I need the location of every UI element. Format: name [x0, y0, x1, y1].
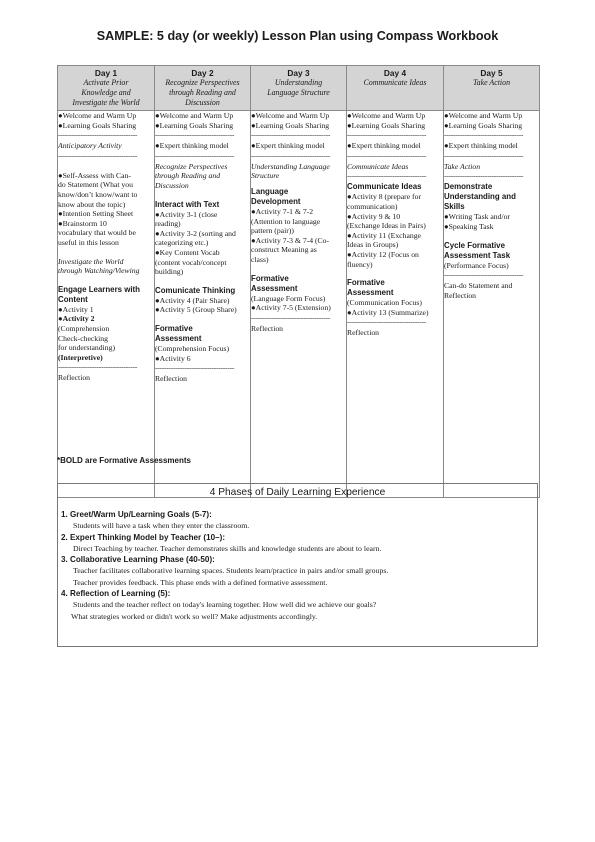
day-name: Day 2 — [191, 68, 214, 78]
content-line: ●Activity 3-2 (sorting and — [155, 228, 236, 238]
day-content-cell — [251, 111, 347, 498]
content-line: Reflection — [347, 328, 380, 338]
day-subtitle-line: Take Action — [472, 78, 511, 87]
section-heading: Interact with Text — [155, 199, 220, 209]
day-subtitle-line: Communicate Ideas — [363, 78, 427, 87]
content-line: ●Activity 11 (Exchange — [347, 230, 421, 240]
formative-item: ●Activity 2 — [58, 314, 95, 324]
spacer — [155, 191, 250, 200]
content-line: ●Expert thinking model — [155, 141, 229, 151]
phases-title: 4 Phases of Daily Learning Experience — [209, 487, 386, 498]
divider: ----------------------------------- — [347, 151, 427, 160]
divider: ----------------------------------- — [444, 131, 524, 140]
day-name: Day 4 — [383, 68, 407, 78]
phase-heading: 3. Collaborative Learning Phase (40-50): — [61, 555, 215, 564]
divider: ----------------------------------- — [251, 313, 331, 322]
divider: ----------------------------------- — [155, 151, 235, 160]
day-content-row — [58, 111, 540, 498]
divider: ----------------------------------- — [58, 151, 138, 160]
divider: ----------------------------------- — [347, 172, 427, 181]
day-subtitle-line: Activate Prior — [83, 78, 129, 87]
day-name: Day 1 — [94, 68, 118, 78]
section-heading: Formative — [155, 323, 193, 333]
section-heading: Formative — [347, 278, 385, 288]
day-header — [251, 66, 347, 111]
spacer — [155, 315, 250, 324]
content-line: fluency) — [347, 259, 373, 269]
phase-text: Teacher facilitates collaborative learning spaces. Students learn/practice in pairs and/or small groups. — [73, 566, 389, 575]
content-line: ●Welcome and Warm Up — [444, 111, 523, 120]
day-header — [347, 66, 444, 111]
content-line: ●Learning Goals Sharing — [251, 120, 330, 130]
day-header — [58, 66, 155, 111]
content-line: Can-do Statement and — [444, 281, 513, 291]
day-name: Day 3 — [287, 68, 310, 78]
phase-text: What strategies worked or didn't work so well? Make adjustments accordingly. — [71, 611, 318, 621]
day-subtitle-line: Language Structure — [267, 88, 330, 97]
section-label: through Reading and — [155, 171, 221, 181]
divider: ----------------------------------- — [347, 318, 427, 327]
content-line: ●Welcome and Warm Up — [347, 111, 426, 120]
divider: ----------------------------------- — [444, 151, 524, 160]
content-line: (Language Form Focus) — [251, 293, 326, 303]
section-heading: Assessment — [155, 333, 202, 343]
content-line: know/don’t know/want to — [58, 189, 138, 199]
section-heading: Assessment Task — [444, 250, 511, 260]
section-label: Investigate the World — [58, 256, 124, 266]
section-heading: Understanding and — [444, 192, 516, 202]
content-line: Reflection — [58, 373, 91, 383]
content-line: ●Activity 13 (Summarize) — [347, 307, 429, 317]
content-line: pattern (pair)) — [251, 226, 294, 236]
content-line: Check-checking — [58, 333, 108, 343]
content-line: reading) — [155, 219, 181, 229]
day-subtitle-line: through Reading and — [169, 88, 236, 97]
day-subtitle — [58, 78, 154, 108]
content-line: vocabulary that would be — [58, 228, 136, 238]
day-subtitle — [251, 78, 346, 98]
content-line: class) — [251, 254, 269, 264]
day-subtitle — [347, 78, 443, 88]
content-line: for understanding) — [58, 343, 115, 353]
section-heading: Demonstrate — [444, 182, 493, 192]
content-line: ●Welcome and Warm Up — [58, 111, 137, 120]
content-line: ●Learning Goals Sharing — [58, 120, 137, 130]
content-line: (content vocab/concept — [155, 257, 227, 267]
bold-note: *BOLD are Formative Assessments — [57, 456, 191, 465]
section-heading: Language — [251, 186, 289, 196]
content-line: (Comprehension — [58, 323, 110, 333]
section-label: Understanding Language — [251, 161, 330, 171]
day-header — [444, 66, 540, 111]
phase-text: Students will have a task when they enter the classroom. — [73, 521, 250, 530]
content-line: know about the topic) — [58, 199, 126, 209]
content-line: ●Brainstorm 10 — [58, 218, 107, 228]
phase-text: Teacher provides feedback. This phase ends with a defined formative assessment. — [73, 577, 328, 587]
content-line: ●Writing Task and/or — [444, 212, 510, 222]
content-line: ●Activity 6 — [155, 353, 191, 363]
spacer — [251, 265, 346, 274]
day-subtitle-line: Investigate the World — [72, 98, 140, 107]
content-line: ●Activity 4 (Pair Share) — [155, 295, 230, 305]
content-line: ●Activity 9 & 10 — [347, 211, 401, 221]
day-subtitle — [444, 78, 539, 88]
day-content-cell — [155, 111, 251, 498]
section-label: Structure — [251, 171, 280, 181]
content-line: (Exchange Ideas in Pairs) — [347, 221, 426, 231]
formative-item: (Interpretive) — [58, 352, 103, 362]
divider: ----------------------------------- — [444, 172, 524, 181]
section-heading: Cycle Formative — [444, 240, 505, 250]
divider: ----------------------------------- — [251, 151, 331, 160]
phases-box — [57, 483, 538, 647]
section-heading: Formative — [251, 273, 289, 283]
content-line: useful in this lesson — [58, 237, 119, 247]
spacer — [58, 248, 154, 257]
section-heading: Content — [58, 294, 88, 304]
spacer — [347, 269, 443, 278]
content-line: ●Expert thinking model — [444, 141, 518, 151]
day-content-cell — [58, 111, 155, 498]
day-content-cell — [347, 111, 444, 498]
content-line: (Communication Focus) — [347, 298, 422, 308]
content-line: categorizing etc.) — [155, 238, 209, 248]
day-content-cell — [444, 111, 540, 498]
content-line: Reflection — [444, 290, 477, 300]
section-heading: Engage Learners with — [58, 284, 140, 294]
section-heading: Development — [251, 196, 301, 206]
content-line: ●Intention Setting Sheet — [58, 209, 134, 219]
content-line: ●Speaking Task — [444, 221, 494, 231]
divider: ----------------------------------- — [58, 363, 138, 372]
section-label: Discussion — [155, 180, 189, 190]
divider: ----------------------------------- — [155, 131, 235, 140]
phase-heading: 2. Expert Thinking Model by Teacher (10–): — [61, 532, 226, 542]
spacer — [58, 162, 154, 171]
section-label: Recognize Perspectives — [155, 161, 228, 171]
section-label: Communicate Ideas — [347, 161, 409, 171]
content-line: ●Key Content Vocab — [155, 247, 220, 257]
content-line: ●Activity 12 (Focus on — [347, 249, 419, 259]
section-heading: Skills — [444, 202, 465, 212]
content-line: building) — [155, 267, 184, 277]
content-line: ●Activity 7-1 & 7-2 — [251, 206, 314, 216]
day-subtitle-line: Knowledge and — [81, 88, 131, 97]
content-line: ●Self-Assess with Can- — [58, 170, 131, 180]
phases-list — [61, 509, 533, 622]
section-heading: Communicate Ideas — [347, 182, 422, 192]
content-line: (Attention to language — [251, 216, 321, 226]
content-line: construct Meaning as — [251, 245, 317, 255]
spacer — [58, 276, 154, 285]
content-line: (Performance Focus) — [444, 260, 509, 270]
divider: ----------------------------------- — [347, 131, 427, 140]
day-subtitle-line: Understanding — [274, 78, 323, 87]
page-title: SAMPLE: 5 day (or weekly) Lesson Plan using Compass Workbook — [96, 29, 499, 43]
phase-heading: 4. Reflection of Learning (5): — [61, 589, 171, 598]
day-header-row — [58, 66, 540, 111]
content-line: ●Activity 7-5 (Extension) — [251, 303, 331, 313]
content-line: ●Activity 7-3 & 7-4 (Co- — [251, 235, 330, 245]
divider: ----------------------------------- — [155, 364, 235, 373]
content-line: ●Expert thinking model — [251, 141, 325, 151]
spacer — [444, 232, 539, 241]
spacer — [155, 277, 250, 286]
phase-heading: 1. Greet/Warm Up/Learning Goals (5-7): — [61, 510, 212, 519]
content-line: Ideas in Groups) — [347, 240, 399, 250]
phase-text: Direct Teaching by teacher. Teacher demonstrates skills and knowledge students are about to learn. — [73, 543, 382, 553]
lesson-plan-table — [57, 65, 540, 498]
day-subtitle — [155, 78, 250, 108]
content-line: communication) — [347, 201, 398, 211]
section-label: through Watching/Viewing — [58, 266, 140, 276]
content-line: ●Activity 1 — [58, 304, 94, 314]
content-line: ●Learning Goals Sharing — [444, 120, 523, 130]
section-label: Take Action — [444, 161, 481, 171]
content-line: ●Learning Goals Sharing — [155, 120, 234, 130]
divider: ----------------------------------- — [58, 131, 138, 140]
content-line: ●Activity 3-1 (close — [155, 209, 218, 219]
content-line: Reflection — [155, 374, 188, 384]
day-name: Day 5 — [480, 68, 503, 78]
content-line: ●Welcome and Warm Up — [251, 111, 330, 120]
content-line: ●Welcome and Warm Up — [155, 111, 234, 120]
content-line: ●Expert thinking model — [347, 141, 421, 151]
content-line: ●Activity 5 (Group Share) — [155, 305, 237, 315]
phase-text: Students and the teacher reflect on today's learning together. How well did we achieve our goals? — [73, 600, 377, 609]
content-line: (Comprehension Focus) — [155, 343, 230, 353]
day-header — [155, 66, 251, 111]
section-label: Anticipatory Activity — [58, 141, 122, 151]
section-heading: Comunicate Thinking — [155, 285, 236, 295]
day-subtitle-line: Recognize Perspectives — [165, 78, 240, 87]
section-heading: Assessment — [251, 283, 298, 293]
content-line: do Statement (What you — [58, 180, 133, 190]
content-line: ●Activity 8 (prepare for — [347, 192, 422, 202]
divider: ----------------------------------- — [444, 271, 524, 280]
content-line: Reflection — [251, 323, 284, 333]
content-line: ●Learning Goals Sharing — [347, 120, 426, 130]
section-heading: Assessment — [347, 288, 394, 298]
day-subtitle-line: Discussion — [185, 98, 220, 107]
divider: ----------------------------------- — [251, 131, 331, 140]
